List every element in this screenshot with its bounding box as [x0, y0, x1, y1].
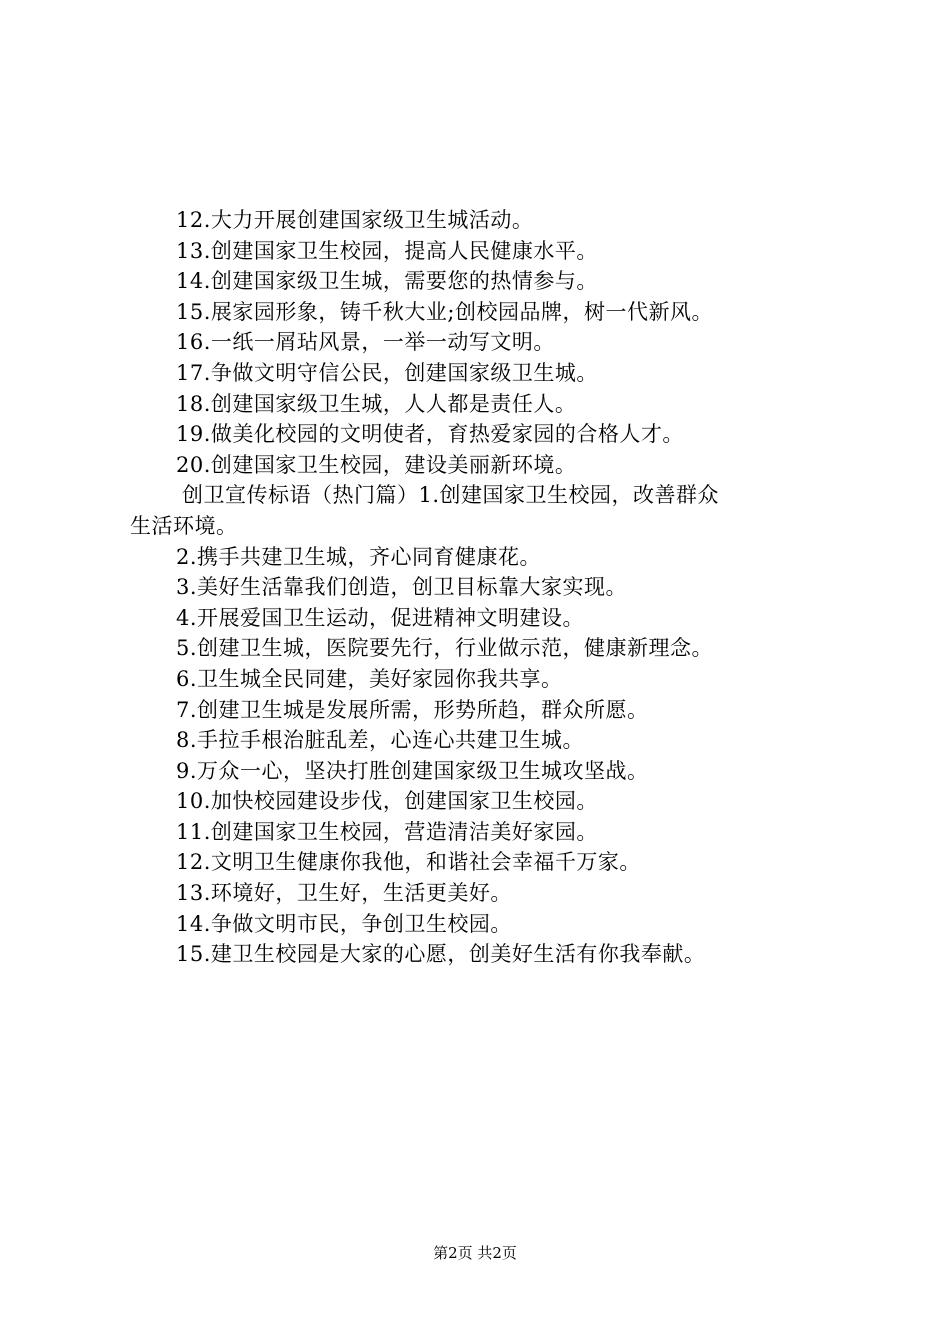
list-item: 15.展家园形象，铸千秋大业;创校园品牌，树一代新风。	[176, 299, 713, 324]
list-item: 12.大力开展创建国家级卫生城活动。	[176, 208, 534, 232]
list-item: 9.万众一心，坚决打胜创建国家级卫生城攻坚战。	[176, 758, 649, 783]
list-item: 2.携手共建卫生城，齐心同育健康花。	[176, 544, 542, 569]
document-body	[130, 205, 835, 970]
list-item: 19.做美化校园的文明使者，育热爱家园的合格人才。	[176, 422, 684, 447]
list-item: 11.创建国家卫生校园，营造清洁美好家园。	[176, 819, 598, 844]
list-item: 18.创建国家级卫生城，人人都是责任人。	[176, 391, 577, 416]
list-item: 8.手拉手根治脏乱差，心连心共建卫生城。	[176, 728, 585, 753]
section-heading-line: 创卫宣传标语（热门篇）1.创建国家卫生校园，改善群众	[182, 483, 720, 508]
list-item: 13.环境好，卫生好，生活更美好。	[176, 881, 512, 906]
list-item: 10.加快校园建设步伐，创建国家卫生校园。	[176, 789, 598, 814]
list-item: 5.创建卫生城，医院要先行，行业做示范，健康新理念。	[176, 636, 714, 661]
list-item: 7.创建卫生城是发展所需，形势所趋，群众所愿。	[176, 697, 649, 722]
section-heading-continuation: 生活环境。	[130, 513, 238, 538]
list-item: 4.开展爱国卫生运动，促进精神文明建设。	[176, 605, 585, 630]
list-item: 6.卫生城全民同建，美好家园你我共享。	[176, 666, 563, 691]
list-item: 3.美好生活靠我们创造，创卫目标靠大家实现。	[176, 575, 628, 600]
list-item: 12.文明卫生健康你我他，和谐社会幸福千万家。	[176, 850, 641, 875]
page-footer: 第2页 共2页	[433, 1244, 517, 1262]
list-item: 16.一纸一屑玷风景，一举一动写文明。	[176, 330, 555, 355]
list-item: 15.建卫生校园是大家的心愿，创美好生活有你我奉献。	[176, 942, 706, 967]
list-item: 14.争做文明市民，争创卫生校园。	[176, 911, 512, 936]
list-item: 17.争做文明守信公民，创建国家级卫生城。	[176, 360, 598, 385]
list-item: 20.创建国家卫生校园，建设美丽新环境。	[176, 452, 577, 477]
list-item: 14.创建国家级卫生城，需要您的热情参与。	[176, 269, 598, 294]
list-item: 13.创建国家卫生校园，提高人民健康水平。	[176, 238, 598, 263]
